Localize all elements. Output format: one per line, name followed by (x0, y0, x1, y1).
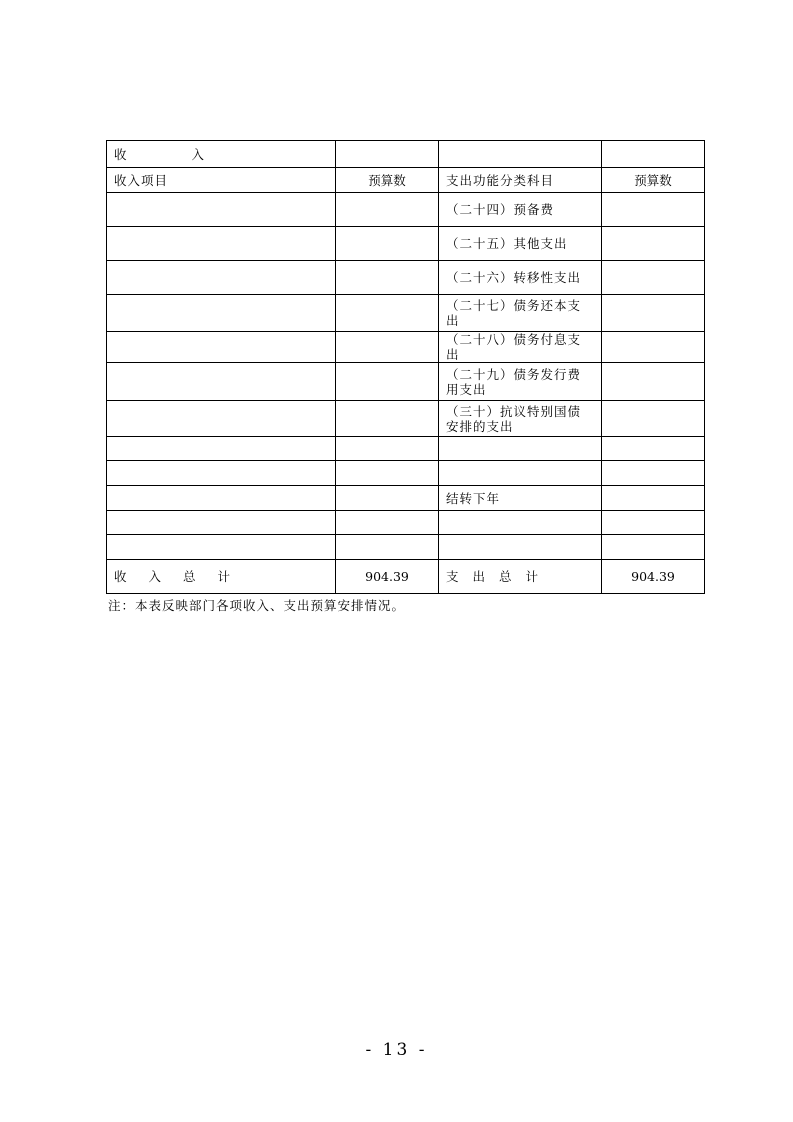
expense-item-cell (439, 461, 602, 486)
income-amount-cell (336, 227, 439, 261)
table-row (107, 535, 705, 560)
expense-amount-cell (602, 261, 705, 295)
table-row (107, 511, 705, 535)
expense-amount-cell (602, 461, 705, 486)
budget-table (106, 140, 705, 594)
income-amount-cell (336, 535, 439, 560)
expense-total-value: 904.39 (602, 560, 705, 594)
table-row (107, 401, 705, 437)
table-row (107, 363, 705, 401)
expense-item-cell: （三十）抗议特别国债安排的支出 (439, 401, 602, 437)
expense-total-label: 支出总计 (439, 560, 602, 594)
table-row (107, 193, 705, 227)
income-amount-cell (336, 193, 439, 227)
income-item-cell (107, 363, 336, 401)
income-amount-cell (336, 295, 439, 332)
section-header-blank (602, 141, 705, 168)
income-item-cell (107, 227, 336, 261)
table-note: 注：本表反映部门各项收入、支出预算安排情况。 (108, 598, 406, 613)
expense-item-cell: （二十六）转移性支出 (439, 261, 602, 295)
expense-item-cell: 结转下年 (439, 486, 602, 511)
expense-item-cell (439, 511, 602, 535)
income-amount-cell (336, 461, 439, 486)
column-header-income-item: 收入项目 (107, 168, 336, 193)
income-item-cell (107, 511, 336, 535)
income-item-cell (107, 535, 336, 560)
expense-amount-cell (602, 295, 705, 332)
expense-amount-cell (602, 401, 705, 437)
income-item-cell (107, 401, 336, 437)
income-amount-cell (336, 332, 439, 363)
section-header-row (107, 141, 705, 168)
table-row (107, 486, 705, 511)
income-item-cell (107, 437, 336, 461)
income-amount-cell (336, 261, 439, 295)
expense-item-cell: （二十五）其他支出 (439, 227, 602, 261)
expense-amount-cell (602, 437, 705, 461)
table-row (107, 461, 705, 486)
table-row (107, 332, 705, 363)
table-row (107, 227, 705, 261)
income-total-label: 收入总计 (107, 560, 336, 594)
expense-amount-cell (602, 486, 705, 511)
income-item-cell (107, 461, 336, 486)
section-header-income: 收 入 (107, 141, 336, 168)
income-amount-cell (336, 363, 439, 401)
expense-item-cell: （二十九）债务发行费用支出 (439, 363, 602, 401)
expense-item-cell (439, 437, 602, 461)
expense-amount-cell (602, 363, 705, 401)
totals-row (107, 560, 705, 594)
expense-amount-cell (602, 511, 705, 535)
section-header-blank (336, 141, 439, 168)
column-header-expense-amount: 预算数 (602, 168, 705, 193)
income-item-cell (107, 295, 336, 332)
income-item-cell (107, 193, 336, 227)
income-amount-cell (336, 437, 439, 461)
column-header-expense-item: 支出功能分类科目 (439, 168, 602, 193)
table-row (107, 437, 705, 461)
expense-item-cell (439, 535, 602, 560)
section-header-blank (439, 141, 602, 168)
income-item-cell (107, 261, 336, 295)
expense-amount-cell (602, 227, 705, 261)
table-row (107, 261, 705, 295)
page-number: - 13 - (365, 1040, 428, 1060)
income-amount-cell (336, 486, 439, 511)
table-row (107, 295, 705, 332)
column-header-income-amount: 预算数 (336, 168, 439, 193)
expense-item-cell: （二十七）债务还本支出 (439, 295, 602, 332)
expense-amount-cell (602, 332, 705, 363)
income-amount-cell (336, 401, 439, 437)
expense-item-cell: （二十八）债务付息支出 (439, 332, 602, 363)
expense-item-cell: （二十四）预备费 (439, 193, 602, 227)
income-amount-cell (336, 511, 439, 535)
income-item-cell (107, 332, 336, 363)
expense-amount-cell (602, 193, 705, 227)
income-item-cell (107, 486, 336, 511)
column-header-row (107, 168, 705, 193)
income-total-value: 904.39 (336, 560, 439, 594)
expense-amount-cell (602, 535, 705, 560)
